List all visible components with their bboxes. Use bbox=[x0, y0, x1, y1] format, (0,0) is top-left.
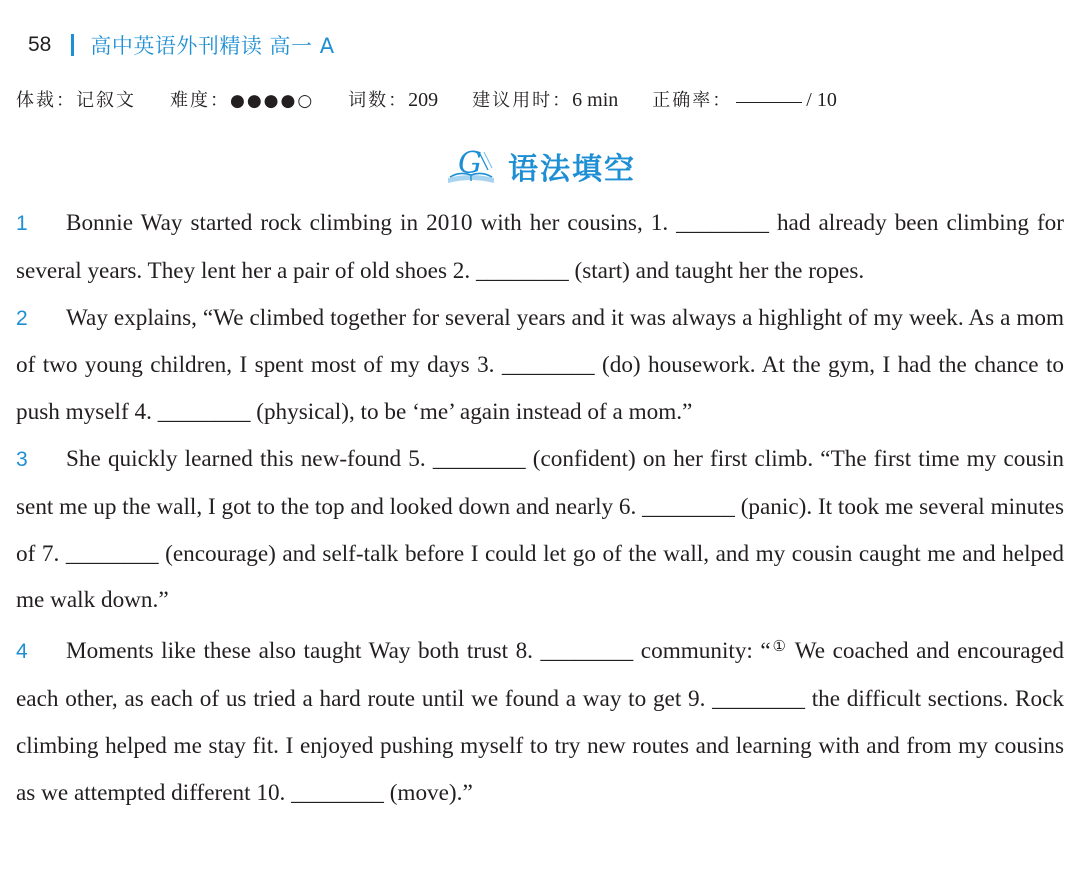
meta-word-count: 词数： 209 bbox=[348, 89, 439, 111]
paragraph-4 bbox=[16, 624, 1064, 816]
book-title: 高中英语外刊精读 高一 A bbox=[90, 34, 335, 58]
header-divider bbox=[71, 34, 74, 56]
circled-marker: ① bbox=[770, 639, 788, 656]
passage bbox=[16, 200, 1064, 816]
exercise-meta bbox=[16, 86, 871, 112]
paragraph-text: Moments like these also taught Way both trust 8. ________ community: “ bbox=[66, 638, 771, 665]
paragraph-text: She quickly learned this new-found 5. ________ (confident) on her first climb. “The first time my cousin sent me up the wall, I got to the top and looked down and nearly 6. ________ (panic). It took me several minutes of 7. ________ (encourage) and self-talk before I could let go of the wall, and my cousin caught me and helped me walk down.” bbox=[16, 445, 1064, 614]
paragraph-number: 2 bbox=[16, 306, 28, 330]
g-book-icon bbox=[444, 144, 498, 188]
paragraph-3 bbox=[16, 436, 1064, 624]
section-title: 语法填空 bbox=[508, 152, 636, 187]
time-value: 6 min bbox=[572, 89, 619, 111]
paragraph-number: 3 bbox=[16, 447, 28, 471]
svg-text:G: G bbox=[458, 146, 482, 181]
paragraph-2 bbox=[16, 295, 1064, 436]
genre-value: 记叙文 bbox=[76, 90, 136, 111]
page-number: 58 bbox=[28, 33, 52, 56]
meta-difficulty: 难度： ●●●●○ bbox=[170, 90, 315, 111]
paragraph-number: 4 bbox=[16, 640, 28, 664]
accuracy-total: / 10 bbox=[806, 89, 837, 111]
meta-accuracy: 正确率： / 10 bbox=[652, 89, 837, 111]
difficulty-rating: ●●●●○ bbox=[230, 91, 315, 111]
word-count-value: 209 bbox=[408, 89, 439, 111]
section-heading bbox=[0, 144, 1080, 188]
paragraph-text: We coached and encouraged each other, as each of us tried a hard route until we found a way to get 9. ________ the difficult sections. Rock climbing helped me stay fit. I enjoyed pushing myself to try new routes and learning with and from my cousins as we attempted different 10. ________ (move).” bbox=[16, 638, 1065, 806]
meta-genre: 体裁： 记叙文 bbox=[16, 86, 136, 112]
page-header bbox=[28, 30, 335, 60]
meta-time: 建议用时： 6 min bbox=[472, 89, 619, 111]
paragraph-1 bbox=[16, 200, 1064, 295]
accuracy-blank[interactable] bbox=[736, 102, 802, 103]
paragraph-text: Way explains, “We climbed together for several years and it was always a highlight of my week. As a mom of two young children, I spent most of my days 3. ________ (do) housework. At the gym, I had the chance to push myself 4. ________ (physical), to be ‘me’ again instead of a mom.” bbox=[16, 304, 1064, 426]
paragraph-text: Bonnie Way started rock climbing in 2010 with her cousins, 1. ________ had already been climbing for several years. They lent her a pair of old shoes 2. ________ (start) and taught her the ropes. bbox=[16, 210, 1064, 284]
paragraph-number: 1 bbox=[16, 212, 28, 235]
